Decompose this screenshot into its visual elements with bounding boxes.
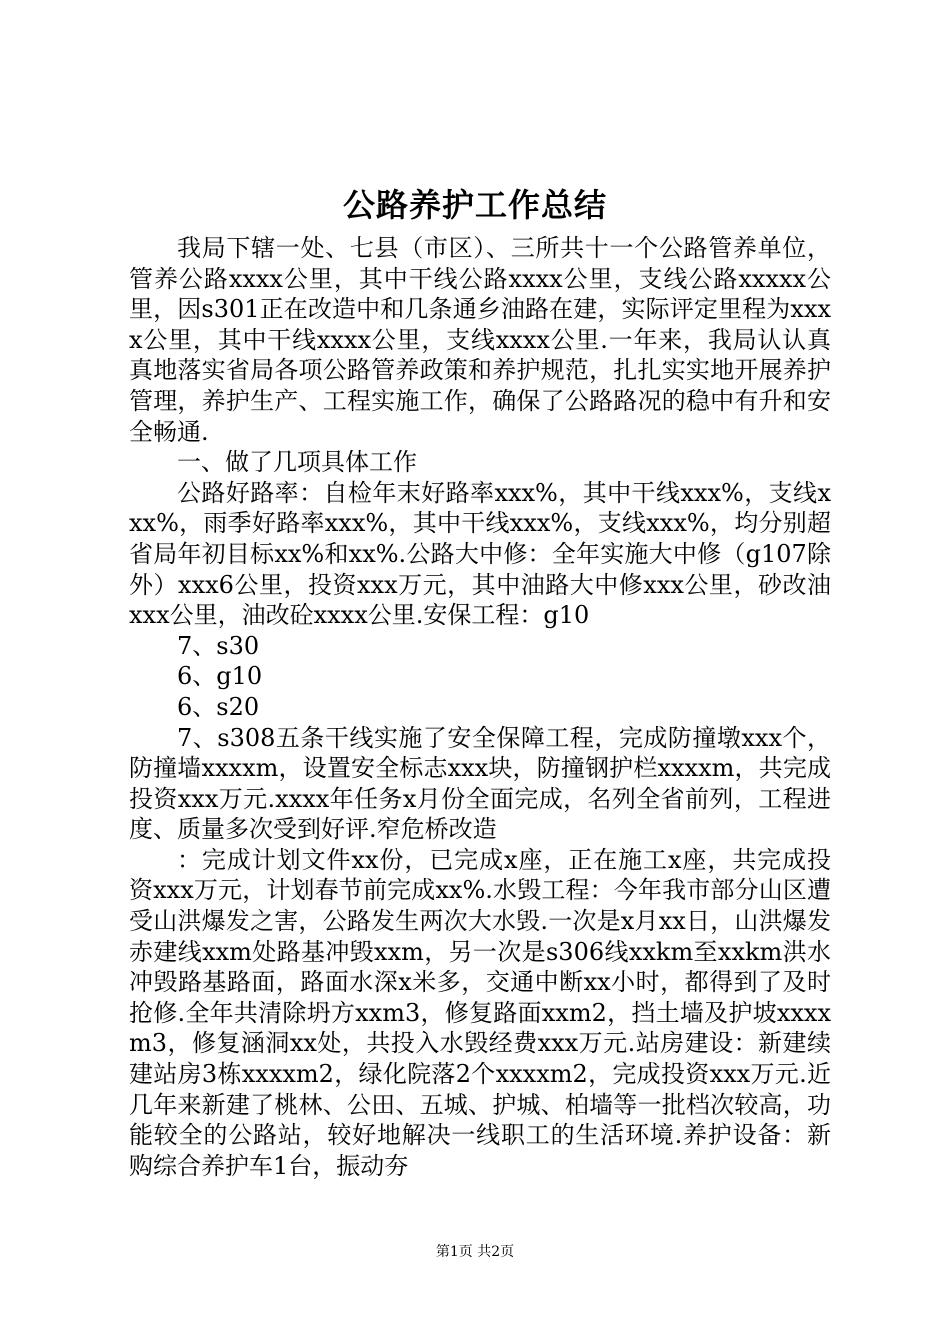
document-title: 公路养护工作总结 (342, 186, 607, 224)
page-footer: 第1页 共2页 (435, 1244, 515, 1260)
section-heading: 一、做了几项具体工作 (177, 448, 417, 477)
paragraph-line-s20: 6、s20 (177, 692, 260, 721)
paragraph-bridge-flood: ：完成计划文件xx份，已完成x座，正在施工x座，共完成投资xxx万元，计划春节前完成xx%.水毁工程：今年我市部分山区遭受山洪爆发之害，公路发生两次大水毁.一次是x月xx日，山洪爆发赤建线xxm处路基冲毁xxm，另一次是s306线xxkm至xxkm洪水冲毁路基路面，路面水深x米多，交通中断xx小时，都得到了及时抢修.全年共清除坍方xxm3，修复路面xxm2，挡土墙及护坡xxxxm3，修复涵洞xx处，共投入水毁经费xxx万元.站房建设：新建续建站房3栋xxxxm2，绿化院落2个xxxxm2，完成投资xxx万元.近几年来新建了桃林、公田、五城、护城、柏墙等一批档次较高，功能较全的公路站，较好地解决一线职工的生活环境.养护设备：新购综合养护车1台，振动夯 (129, 845, 831, 1180)
document-body (129, 233, 831, 1181)
paragraph-road-rate: 公路好路率：自检年末好路率xxx%，其中干线xxx%，支线xxx%，雨季好路率xxx%，其中干线xxx%，支线xxx%，均分别超省局年初目标xx%和xx%.公路大中修：全年实施大中修（g107除外）xxx6公里，投资xxx万元，其中油路大中修xxx公里，砂改油xxx公里，油改砼xxxx公里.安保工程：g10 (129, 478, 831, 630)
paragraph-intro: 我局下辖一处、七县（市区）、三所共十一个公路管养单位，管养公路xxxx公里，其中干线公路xxxx公里，支线公路xxxxx公里，因s301正在改造中和几条通乡油路在建，实际评定里程为xxxx公里，其中干线xxxx公里，支线xxxx公里.一年来，我局认认真真地落实省局各项公路管养政策和养护规范，扎扎实实地开展养护管理，养护生产、工程实施工作，确保了公路路况的稳中有升和安全畅通. (129, 234, 831, 446)
paragraph-line-g10: 6、g10 (177, 662, 263, 691)
paragraph-safety-project: 7、s308五条干线实施了安全保障工程，完成防撞墩xxx个，防撞墙xxxxm，设置安全标志xxx块，防撞钢护栏xxxxm，共完成投资xxx万元.xxxx年任务x月份全面完成，名列全省前列，工程进度、质量多次受到好评.窄危桥改造 (129, 723, 831, 844)
paragraph-line-s30: 7、s30 (177, 631, 260, 660)
